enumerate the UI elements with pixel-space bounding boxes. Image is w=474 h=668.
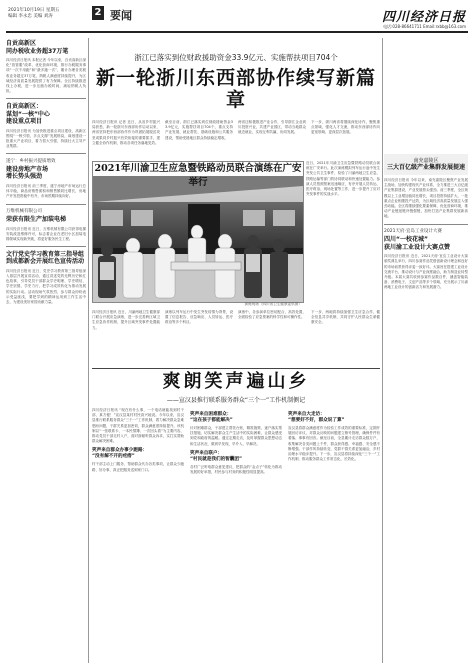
brief-kicker: 南充嘉陵区	[413, 158, 439, 164]
photo-caption: 演练现场（四川省卫生健康委供图）	[244, 302, 302, 306]
divider	[6, 98, 86, 99]
brief-headline: 四川“一校花城” 获川渝工业设计大赛点赞	[384, 236, 451, 251]
brief-kicker: 2021天府·宜岛工业设计大赛	[384, 229, 442, 235]
feature-paragraph: 各村广泛听取群众意见建议，把群众的“金点子”转化为推动发展的好举措，村民参与村务的积极性明显提高。	[190, 464, 282, 475]
editor-line: 编辑 李永忠 美编 刘涛	[8, 14, 53, 19]
brief-headline: 建设房地产市场 增长势头强劲	[6, 165, 49, 181]
feature-story	[92, 408, 380, 663]
lead-column: 两省还积极推进产业合作，引导浙江企业到川投资兴业，共建产业园区，带动当地群众就近就业，实现互利共赢、协同发展。	[238, 120, 306, 135]
lead-column: 下一步，浙川两省将继续深化协作，聚焦重点领域，强化人才交流，推动东西部协作向更宽领域、更深层次拓展。	[311, 120, 380, 135]
divider	[6, 246, 86, 247]
feature-column	[190, 408, 282, 663]
brief-body: 四川经济日报讯 前三季度，遂宁房地产市场运行总体平稳，商品房销售面积和销售额同比增长，房地产开发投资稳中有升，市场预期持续向好。	[6, 183, 86, 199]
feature-paragraph: 宣汉县将群众满意度作为检验工作成效的重要标准，定期开展回访评议，对群众反映的问题建立销号管理，确保件件有着落、事事有回音。截至目前，全县累计走访群众数万户，收集解决各类问题上千件，群众获得感、幸福感、安全感不断增强。干部作风持续转变，党群干群关系更加融洽，乡村治理水平稳步提升。下一步，宣汉县将持续深化“三个一”工作机制，推动服务群众工作常态化、长效化。	[288, 426, 380, 462]
newspaper-logo: 四川经济日报	[381, 10, 466, 25]
right-briefs-column	[384, 38, 468, 663]
masthead-rule	[6, 31, 468, 33]
left-briefs-column	[6, 38, 86, 663]
story-column: 四川经济日报讯 近日，川渝两地卫生健康部门联合开展应急演练，进一步完善跨区域卫生应急协作机制，提升区域突发事件处置能力。	[92, 310, 160, 330]
feature-headline: 爽朗笑声遍山乡	[162, 371, 310, 392]
brief-body: 四川经济日报讯 为加快推进重点项目建设，高新区围绕“一核引领、多点支撑”发展格局，谋划建设一批重大产业项目，着力招大引强，持续壮大主导产业集群。	[6, 128, 86, 149]
news-photo	[92, 161, 304, 303]
brief-headline: 自贡高新区 同办税收业务超37万笔	[6, 40, 69, 55]
lead-story-body	[92, 120, 380, 162]
lead-subtitle: 浙江已落实到位财政援助资金33.9亿元、实施帮扶项目704个	[134, 53, 338, 62]
masthead	[0, 0, 474, 34]
brief-headline: 文行党史学习教育第三指导组 到成都新会开展红色宣传活动	[6, 250, 85, 266]
brief-kicker: 万维机械有限公司	[6, 209, 42, 215]
story-column: 演练中，各参演单位密切配合，高效处置，全面检验了应急预案的科学性和可操作性。	[238, 310, 306, 320]
feature-column	[92, 408, 184, 663]
story-column: 演练以列车运行中发生突发疫情为背景，设置了信息报告、应急响应、人员转运、医疗救治等多个科目。	[165, 310, 233, 325]
brief-body: 四川经济日报讯 近日，万维机械有限公司获得电梯安装改造维修许可，标志着企业在老旧小区加装电梯领域实现新突破，将更好服务民生工程。	[6, 226, 86, 242]
contact-info: 电话:028-86641711 Email:rxbb@163.com	[383, 24, 466, 29]
feature-subhead: 笑声来自大走访： “想要好不好，群众说了算”	[288, 412, 345, 423]
spacer	[384, 38, 468, 150]
feature-paragraph: 针对困难群众，干部建立帮扶台账，精准施策，逐户落实帮扶措施，切实解决群众生产生活中的实际困难，让群众感受到党和政府的温暖。通过定期走访，及时掌握群众思想动态和生活状况，做到早发现、早介入、早解决。	[190, 426, 282, 446]
issue-date	[8, 8, 59, 20]
divider	[384, 224, 468, 225]
lead-column: 四川经济日报讯 记者 近日，从省乡村振兴局获悉，新一轮浙川东西部协作启动以来，两省坚持把东西部协作作为巩固拓展脱贫攻坚成果同乡村振兴有效衔接的重要抓手，建立健全协作机制，推动各项任务落地见效。	[92, 120, 160, 145]
brief-body: 四川经济日报讯 本报记者 今年以来，自贡高新区深化“放管服”改革，优化营商环境，推行办税服务事项“一次不用跑”和“最多跑一次”，累计办理各类税收业务超过37万笔，纳税人满意度持续提升，为区域经济高质量发展提供了有力保障。全区持续推进线上办税，进一步压缩办税时间，减轻纳税人负担。	[6, 58, 86, 94]
brief-headline: 荣获有限生产加装电梯	[6, 216, 67, 224]
brief-kicker: 遂宁：乡村振兴提质增效	[6, 158, 56, 164]
divider	[6, 204, 86, 205]
feature-subhead: 笑声来自联户： “村民就是我们的智囊团”	[190, 450, 242, 462]
lead-story-header	[92, 38, 380, 111]
feature-subhead: 笑声来自群众办事少跑路： “没有解不开的疙瘩”	[92, 448, 148, 460]
section-rule	[92, 368, 380, 369]
lead-headline: 新一轮浙川东西部协作续写新篇章	[95, 67, 376, 111]
secondary-story	[92, 310, 380, 366]
feature-subhead: 笑声来自困难群众： “这在孩子都能解决”	[190, 412, 233, 423]
feature-subtitle: ——宣汉县推行联系服务群众“三个一”工作机制侧记	[166, 397, 306, 404]
feature-column	[288, 408, 380, 663]
date-line: 2021年10月19日 星期五	[8, 8, 60, 13]
brief-body: 四川经济日报讯 近日，党史学习教育第三指导组深入基层开展宣讲活动，通过讲述党的光辉历史和红色故事，引导党员干部群众学史明理、学史增信、学史崇德、学史力行，把学习成效转化为推动发展的实际行动。活动现场气氛热烈，参与群众纷纷表示受益匪浅，要把学到的精神运用到工作生活中去，为建设美好家园贡献力量。	[6, 268, 86, 305]
feature-paragraph: 村干部主动上门服务，帮助群众代办各类事项，让群众少跑路、好办事，真正把服务送到家门口。	[92, 462, 184, 472]
column-divider	[88, 38, 89, 663]
photo-headline: 2021年川渝卫生应急暨铁路动员联合演练在广安举行	[94, 163, 302, 188]
divider	[6, 153, 86, 154]
brief-headline: 自贡高新区： 谋划“一核”中心 建设重点项目	[6, 103, 50, 126]
brief-body: 四川经济日报讯 近日，2021天府·宜岛工业设计大赛颁奖典礼举行，四川参赛作品凭借创新设计理念和良好的市场前景获得评委一致好评。大赛旨在搭建工业设计交流平台，推动设计与产业深度融合，助力制造业转型升级。本届大赛共收到参赛作品数百件，涵盖智能装备、消费电子、文创产品等多个领域，充分展示了川渝两地工业设计的创新活力和发展潜力。	[384, 254, 468, 290]
lead-column: 截至目前，浙江已落实到位财政援助资金33.9亿元，实施帮扶项目704个，重点支持产业发展、就业帮扶、基础设施和公共服务建设，帮助受援地区群众持续稳定增收。	[165, 120, 233, 140]
brief-body: 四川经济日报讯 今年以来，南充嘉陵区聚焦产业发展主战场，加快构建现代产业体系，全力推进三大百亿级产业集群建设，产业发展势头强劲。前三季度，全区规模以上工业增加值同比增长，项目投资持续扩大，一批重点企业相继投产达效，为区域经济高质量发展注入强劲动能。全区将继续强化要素保障，优化营商环境，推动产业链延链补链强链，加快打造产业集群发展新高地。	[384, 178, 468, 219]
brief-headline: 三大百亿级产业集群发展提速	[386, 164, 465, 171]
feature-paragraph: 四川经济日报讯 “现在有什么事，一个电话就能找到村干部，真方便！”宣汉县某村村民高兴地说。今年以来，宣汉县推行联系服务群众“三个一”工作机制，着力解决群众急难愁盼问题，干群关系更加密切，群众满意度持续提升。该机制以“一张联系卡、一本民情簿、一次回头看”为主要内容，推动党员干部走村入户，面对面倾听群众诉求，实打实帮助群众解决困难。	[92, 408, 184, 444]
column-divider	[382, 38, 383, 663]
page-number: 2	[92, 6, 104, 20]
brief-header-box	[384, 154, 468, 175]
photo-side-story: 近日，2021年川渝卫生应急暨铁路动员联合演练在广安举行。此次演练模拟列车运行途中发生突发公共卫生事件，检验了川渝两地卫生应急、铁路运输等部门的协同联动和快速处置能力。参演人员按照预案迅速响应，有序开展人员转运、医疗救治、现场处置等工作，进一步提升了应对突发事件的实战水平。	[306, 161, 380, 197]
section-title: 要闻	[110, 9, 132, 22]
story-column: 下一步，两地将持续加强卫生应急合作，健全信息共享机制，共同守护人民群众生命健康安全。	[311, 310, 380, 325]
